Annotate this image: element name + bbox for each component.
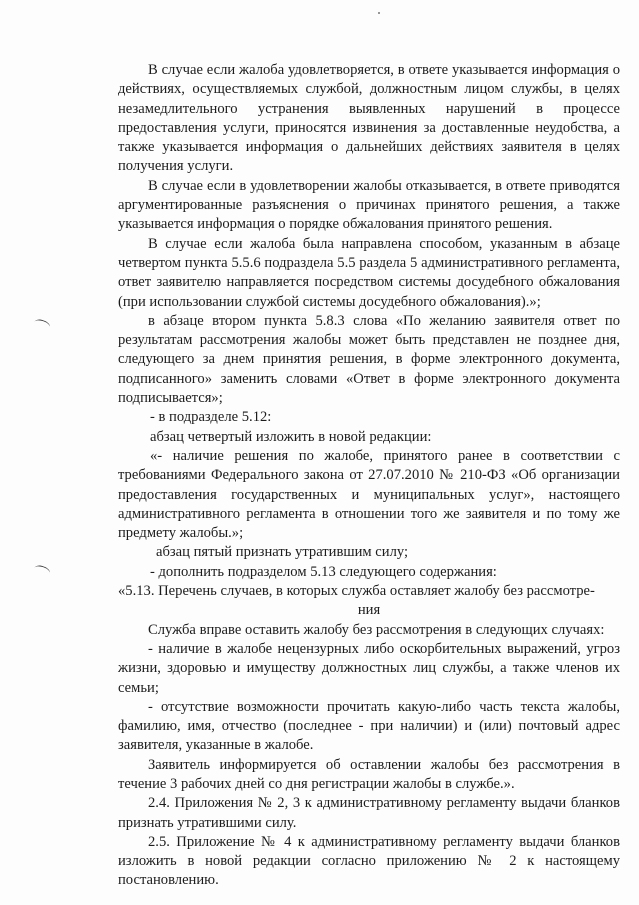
paragraph: 2.4. Приложения № 2, 3 к административному регламенту выдачи бланков признать утратившими силу. <box>118 795 620 831</box>
section-heading <box>118 582 620 621</box>
scan-speck <box>378 12 380 14</box>
section-heading-line2: ния <box>357 602 381 619</box>
paragraph: - отсутствие возможности прочитать какую-либо часть текста жалобы, фамилию, имя, отчество (последнее - при наличии) и (или) почтовый адрес заявителя, указанные в жалобе. <box>118 698 620 754</box>
paragraph: «- наличие решения по жалобе, принятого ранее в соответствии с требованиями Федерального закона от 27.07.2010 № 210-ФЗ «Об организации предоставления государственных и муниципальных услуг», настоящего административного регламента в отношении того же заявителя и по тому же предмету жалобы.»; <box>118 447 620 542</box>
paragraph: В случае если жалоба удовлетворяется, в ответе указывается информация о действиях, осуществляемых службой, должностным лицом службы, в целях незамедлительного устранения выявленных нарушений в процессе предоставления услуги, приносятся извинения за доставленные неудобства, а также указывается информация о дальнейших действиях заявителя в целях получения услуги. <box>118 62 620 175</box>
section-heading-line1: «5.13. Перечень случаев, в которых служба оставляет жалобу без рассмотре- <box>118 583 595 600</box>
punch-hole-mark <box>33 564 51 578</box>
paragraph: - дополнить подразделом 5.13 следующего содержания: <box>150 563 497 580</box>
paragraph: абзац четвертый изложить в новой редакции: <box>150 428 432 445</box>
paragraph: 2.5. Приложение № 4 к административному регламенту выдачи бланков изложить в новой редакции согласно приложению № 2 к настоящему постановлению. <box>118 833 620 889</box>
document-body <box>118 61 620 891</box>
paragraph: Заявитель информируется об оставлении жалобы без рассмотрения в течение 3 рабочих дней со дня регистрации жалобы в службе.». <box>118 756 620 792</box>
paragraph: абзац пятый признать утратившим силу; <box>156 544 409 561</box>
paragraph: В случае если жалоба была направлена способом, указанным в абзаце четвертом пункта 5.5.6 подраздела 5.5 раздела 5 административного регламента, ответ заявителю направляется посредством системы досудебного обжалования (при использовании службой системы досудебного обжалования).»; <box>118 235 620 310</box>
paragraph: В случае если в удовлетворении жалобы отказывается, в ответе приводятся аргументированные разъяснения о причинах принятого решения, а также указывается информация о порядке обжалования принятого решения. <box>118 177 620 233</box>
paragraph: в абзаце втором пункта 5.8.3 слова «По желанию заявителя ответ по результатам рассмотрения жалобы может быть представлен не позднее дня, следующего за днем принятия решения, в форме электронного документа, подписанного» заменить словами «Ответ в форме электронного документа подписывается»; <box>118 312 620 407</box>
paragraph: - в подразделе 5.12: <box>150 409 272 426</box>
paragraph: - наличие в жалобе нецензурных либо оскорбительных выражений, угроз жизни, здоровью и имуществу должностных лиц службы, а также членов их семьи; <box>118 640 620 696</box>
punch-hole-mark <box>33 318 51 332</box>
paragraph: Служба вправе оставить жалобу без рассмотрения в следующих случаях: <box>148 621 605 638</box>
